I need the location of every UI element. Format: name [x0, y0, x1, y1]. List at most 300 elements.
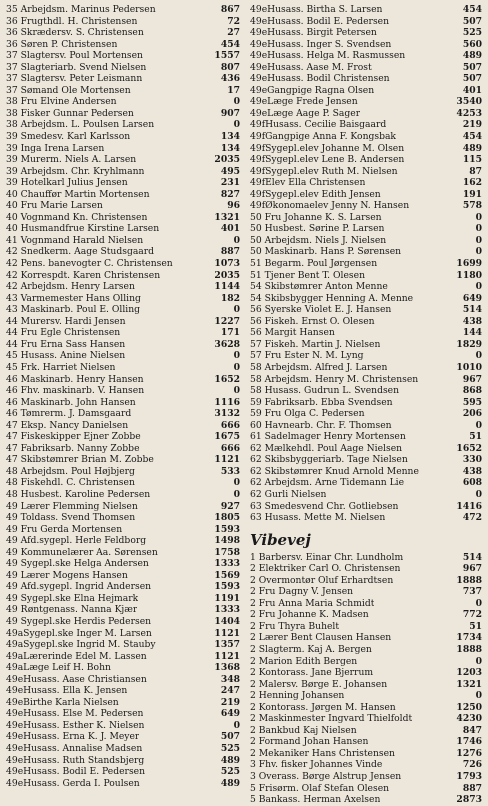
list-item: [250, 575, 482, 587]
entry-value: 514: [462, 551, 482, 563]
entry-text: 56 Margit Hansen: [250, 327, 335, 339]
entry-text: 5 Bankass. Herman Axelsen: [250, 794, 381, 806]
entry-text: 2 Fru Dagny V. Jensen: [250, 586, 354, 598]
entry-text: 49fØkonomaelev Jenny N. Hansen: [250, 200, 410, 212]
entry-text: 49eHusass. Ruth Standsbjerg: [6, 754, 145, 766]
entry-value: 247: [220, 685, 240, 697]
entry-text: 56 Syerske Violet E. J. Hansen: [250, 304, 392, 316]
entry-text: 38 Fisker Gunnar Pedersen: [6, 107, 134, 119]
entry-text: 49 Afd.sygepl. Ingrid Andersen: [6, 581, 152, 593]
list-item: [250, 281, 482, 293]
entry-text: 44 Fru Egle Christensen: [6, 327, 121, 339]
entry-text: 49 Lærer Flemming Nielsen: [6, 500, 138, 512]
entry-value: 1675: [214, 431, 240, 443]
entry-text: 2 Fru Thyra Buhelt: [250, 620, 340, 632]
entry-value: 1180: [456, 269, 482, 281]
entry-value: 1652: [214, 373, 240, 385]
entry-value: 887: [220, 246, 240, 258]
entry-text: 49 Sygepl.ske Herdis Pedersen: [6, 615, 152, 627]
entry-text: 2 Maskinmester Ingvard Thielfoldt: [250, 713, 413, 725]
entry-text: 62 Gurli Nielsen: [250, 488, 327, 500]
entry-value: 1191: [214, 592, 240, 604]
entry-value: 737: [462, 586, 482, 598]
list-item: [250, 223, 482, 235]
list-item: [6, 489, 240, 501]
list-item: [6, 96, 240, 108]
entry-text: 40 Chauffør Martin Mortensen: [6, 188, 150, 200]
entry-text: 40 Fru Marie Larsen: [6, 200, 103, 212]
entry-value: 1321: [214, 211, 240, 223]
entry-text: 49 Sygepl.ske Elna Hejmark: [6, 592, 139, 604]
list-item: [250, 408, 482, 420]
entry-value: 1203: [456, 667, 482, 679]
list-item: [250, 586, 482, 598]
list-item: [6, 593, 240, 605]
entry-text: 49fGangpige Anna F. Kongsbak: [250, 131, 397, 143]
entry-text: 2 Henning Johansen: [250, 690, 345, 702]
entry-value: 0: [475, 246, 482, 258]
entry-text: 49fElev Ella Christensen: [250, 177, 366, 189]
entry-value: 0: [233, 385, 240, 397]
entry-text: 56 Fiskeh. Ernst O. Olesen: [250, 315, 375, 327]
list-item: [6, 674, 240, 686]
entry-text: 36 Frugthdl. H. Christensen: [6, 15, 138, 27]
entry-value: 0: [233, 350, 240, 362]
entry-value: 171: [220, 327, 240, 339]
list-item: [6, 558, 240, 570]
entry-value: 1498: [214, 535, 240, 547]
list-item: [6, 293, 240, 305]
entry-text: 37 Slagtersv. Poul Mortensen: [6, 50, 143, 62]
entry-text: 45 Frk. Harriet Nielsen: [6, 361, 116, 373]
entry-text: 42 Pens. banevogter C. Christensen: [6, 258, 173, 270]
list-item: [6, 651, 240, 663]
list-item: [250, 39, 482, 51]
list-item: [6, 235, 240, 247]
entry-value: 1404: [214, 615, 240, 627]
list-item: [250, 304, 482, 316]
list-item: [6, 466, 240, 478]
right-column: [250, 4, 482, 806]
entry-value: 1121: [214, 454, 240, 466]
entry-text: 36 Søren P. Christensen: [6, 38, 118, 50]
list-item: [250, 690, 482, 702]
list-item: [6, 512, 240, 524]
entry-value: 4253: [456, 107, 482, 119]
list-item: [250, 420, 482, 432]
entry-value: 1144: [214, 281, 240, 293]
entry-value: 495: [220, 165, 240, 177]
list-item: [6, 685, 240, 697]
entry-value: 1758: [214, 546, 240, 558]
list-item: [6, 131, 240, 143]
list-item: [6, 270, 240, 282]
entry-text: 49aSygepl.ske Ingrid M. Stauby: [6, 639, 156, 651]
entry-text: 62 Skibstømrer Knud Arnold Menne: [250, 465, 419, 477]
entry-text: 35 Arbejdsm. Marinus Pedersen: [6, 4, 156, 15]
entry-value: 1746: [456, 736, 482, 748]
list-item: [250, 454, 482, 466]
entry-value: 608: [462, 477, 482, 489]
entry-value: 507: [220, 731, 240, 743]
entry-text: 2 Kontorass. Jane Bjerrum: [250, 667, 374, 679]
list-item: [250, 771, 482, 783]
entry-text: 63 Smedesvend Chr. Gotliebsen: [250, 500, 399, 512]
entry-value: 489: [462, 142, 482, 154]
list-item: [250, 656, 482, 668]
list-item: [6, 327, 240, 339]
list-item: [250, 119, 482, 131]
entry-value: 231: [220, 177, 240, 189]
entry-value: 0: [233, 96, 240, 108]
entry-value: 1227: [214, 315, 240, 327]
list-item: [6, 616, 240, 628]
entry-text: 39 Hotelkarl Julius Jensen: [6, 177, 128, 189]
entry-value: 134: [220, 131, 240, 143]
list-item: [6, 16, 240, 28]
entry-value: 87: [469, 165, 482, 177]
entry-value: 0: [475, 419, 482, 431]
entry-text: 42 Korrespdt. Karen Christensen: [6, 269, 161, 281]
list-item: [250, 73, 482, 85]
entry-value: 1805: [214, 512, 240, 524]
entry-text: 46 Maskinarb. Henry Hansen: [6, 373, 144, 385]
list-item: [6, 4, 240, 16]
entry-text: 2 Marion Edith Bergen: [250, 655, 358, 667]
list-item: [250, 154, 482, 166]
entry-text: 49eGangpige Ragna Olsen: [250, 84, 375, 96]
list-item: [6, 50, 240, 62]
entry-value: 51: [469, 431, 482, 443]
list-item: [250, 270, 482, 282]
list-item: [250, 189, 482, 201]
entry-value: 206: [462, 408, 482, 420]
entry-text: 47 Skibstømrer Brian M. Zobbe: [6, 454, 154, 466]
list-item: [6, 281, 240, 293]
list-item: [6, 581, 240, 593]
entry-value: 1116: [214, 396, 240, 408]
entry-text: 49eLæge Frede Jensen: [250, 96, 358, 108]
entry-text: 2 Bankbud Kaj Nielsen: [250, 724, 357, 736]
list-item: [6, 766, 240, 778]
entry-text: 47 Fiskeskipper Ejner Zobbe: [6, 431, 141, 443]
list-item: [250, 27, 482, 39]
entry-text: 42 Arbejdsm. Henry Larsen: [6, 281, 135, 293]
list-item: [6, 119, 240, 131]
entry-text: 44 Fru Erna Sass Hansen: [6, 338, 126, 350]
entry-text: 47 Eksp. Nancy Danielsen: [6, 419, 129, 431]
entry-value: 191: [462, 188, 482, 200]
entry-text: 37 Slagteriarb. Svend Nielsen: [6, 61, 147, 73]
entry-value: 72: [227, 15, 240, 27]
list-item: [6, 535, 240, 547]
list-item: [6, 662, 240, 674]
entry-text: 3 Fhv. fisker Johannes Vinde: [250, 759, 383, 771]
entry-value: 0: [475, 234, 482, 246]
entry-text: 45 Husass. Anine Nielsen: [6, 350, 126, 362]
list-item: [250, 644, 482, 656]
entry-text: 38 Fru Elvine Andersen: [6, 96, 117, 108]
list-item: [6, 339, 240, 351]
entry-text: 49eHusass. Aase M. Frost: [250, 61, 372, 73]
list-item: [6, 755, 240, 767]
entry-value: 1276: [456, 747, 482, 759]
list-item: [6, 166, 240, 178]
entry-value: 1121: [214, 627, 240, 639]
list-item: [6, 547, 240, 559]
entry-text: 48 Arbejdsm. Poul Højbjerg: [6, 465, 135, 477]
list-item: [6, 420, 240, 432]
entry-value: 454: [220, 38, 240, 50]
entry-value: 162: [462, 177, 482, 189]
entry-value: 847: [462, 724, 482, 736]
list-item: [250, 748, 482, 760]
entry-text: 49 Afd.sygepl. Herle Feldborg: [6, 535, 147, 547]
entry-text: 49eHusass. Inger S. Svendsen: [250, 38, 392, 50]
entry-text: 62 Skibsbyggeriarb. Tage Nielsen: [250, 454, 408, 466]
list-item: [6, 778, 240, 790]
entry-value: 0: [233, 234, 240, 246]
entry-value: 0: [475, 223, 482, 235]
entry-value: 967: [462, 563, 482, 575]
list-item: [6, 73, 240, 85]
list-item: [250, 327, 482, 339]
entry-text: 5 Frisørm. Olaf Stefan Olesen: [250, 782, 390, 794]
entry-value: 489: [220, 777, 240, 789]
entry-text: 43 Maskinarb. Poul E. Olling: [6, 304, 141, 316]
entry-value: 1321: [456, 678, 482, 690]
entry-value: 2035: [214, 269, 240, 281]
entry-value: 595: [462, 396, 482, 408]
entry-value: 219: [220, 696, 240, 708]
list-item: [6, 524, 240, 536]
list-item: [250, 16, 482, 28]
entry-text: 43 Varmemester Hans Olling: [6, 292, 141, 304]
entry-text: 49aLæge Leif H. Bohn: [6, 662, 111, 674]
list-item: [6, 154, 240, 166]
entry-text: 39 Smedesv. Karl Karlsson: [6, 131, 131, 143]
entry-value: 1368: [214, 662, 240, 674]
entry-value: 4230: [456, 713, 482, 725]
entry-text: 39 Arbejdsm. Chr. Kryhlmann: [6, 165, 145, 177]
list-item: [6, 177, 240, 189]
list-item: [6, 628, 240, 640]
list-item: [250, 177, 482, 189]
entry-value: 1734: [456, 632, 482, 644]
entry-text: 2 Kontorass. Jørgen M. Hansen: [250, 701, 396, 713]
entry-value: 96: [227, 200, 240, 212]
entry-value: 0: [475, 281, 482, 293]
entry-value: 807: [220, 61, 240, 73]
entry-value: 726: [462, 759, 482, 771]
list-item: [250, 50, 482, 62]
list-item: [250, 293, 482, 305]
list-item: [6, 604, 240, 616]
entry-text: 54 Skibstømrer Anton Menne: [250, 281, 388, 293]
entry-text: 49eHusass. Gerda I. Poulsen: [6, 777, 140, 789]
entry-value: 1357: [214, 639, 240, 651]
entry-value: 560: [462, 38, 482, 50]
entry-value: 3132: [214, 408, 240, 420]
entry-text: 60 Havnearb. Chr. F. Thomsen: [250, 419, 392, 431]
entry-value: 134: [220, 142, 240, 154]
entry-value: 1699: [456, 258, 482, 270]
list-item: [6, 443, 240, 455]
list-item: [6, 743, 240, 755]
entry-text: 49 Kommunelærer Aa. Sørensen: [6, 546, 158, 558]
entry-text: 46 Fhv. maskinarb. V. Hansen: [6, 385, 145, 397]
entry-value: 772: [462, 609, 482, 621]
entry-value: 330: [462, 454, 482, 466]
list-item: [250, 679, 482, 691]
entry-value: 507: [462, 61, 482, 73]
entry-value: 1250: [456, 701, 482, 713]
entry-value: 0: [233, 488, 240, 500]
entry-value: 1793: [456, 771, 482, 782]
entry-value: 1333: [214, 558, 240, 570]
list-item: [250, 466, 482, 478]
entry-text: 49eHusass. Bodil E. Pedersen: [6, 766, 146, 778]
list-item: [6, 731, 240, 743]
entry-value: 1652: [456, 442, 482, 454]
entry-text: 57 Fiskeh. Martin J. Nielsen: [250, 338, 381, 350]
entry-text: 2 Formand Johan Hansen: [250, 736, 369, 748]
entry-value: 649: [462, 292, 482, 304]
list-item: [6, 454, 240, 466]
list-item: [6, 316, 240, 328]
entry-value: 525: [462, 27, 482, 39]
entry-text: 46 Maskinarb. John Hansen: [6, 396, 136, 408]
list-item: [6, 708, 240, 720]
list-item: [250, 143, 482, 155]
entry-value: 1569: [214, 569, 240, 581]
entry-value: 436: [220, 73, 240, 85]
section-list: [250, 552, 482, 806]
entry-value: 401: [220, 223, 240, 235]
list-item: [6, 39, 240, 51]
entry-value: 3540: [456, 96, 482, 108]
entry-text: 40 Husmandfrue Kirstine Larsen: [6, 223, 160, 235]
entry-text: 49fHusass. Cecilie Baisgaard: [250, 119, 387, 131]
entry-value: 666: [220, 442, 240, 454]
entry-text: 49eHusass. Esther K. Nielsen: [6, 719, 145, 731]
entry-text: 48 Fiskehdl. C. Christensen: [6, 477, 135, 489]
list-item: [6, 27, 240, 39]
entry-text: 62 Arbejdsm. Arne Tidemann Lie: [250, 477, 405, 489]
entry-value: 507: [462, 15, 482, 27]
entry-text: 62 Mælkehdl. Poul Aage Nielsen: [250, 442, 403, 454]
list-item: [6, 374, 240, 386]
entry-text: 49eBirthe Karla Nielsen: [6, 696, 119, 708]
list-item: [250, 350, 482, 362]
entry-value: 1416: [456, 500, 482, 512]
list-item: [250, 713, 482, 725]
entry-value: 1593: [214, 581, 240, 593]
list-item: [250, 621, 482, 633]
entry-text: 49 Toldass. Svend Thomsen: [6, 512, 136, 524]
list-item: [250, 489, 482, 501]
list-item: [6, 212, 240, 224]
entry-value: 867: [220, 4, 240, 15]
list-item: [6, 200, 240, 212]
list-item: [250, 212, 482, 224]
entry-text: 51 Begarm. Poul Jørgensen: [250, 258, 378, 270]
list-item: [6, 639, 240, 651]
list-item: [250, 362, 482, 374]
entry-text: 44 Murersv. Hardi Jensen: [6, 315, 126, 327]
list-item: [250, 759, 482, 771]
entry-text: 49eHusass. Birtha S. Larsen: [250, 4, 383, 15]
entry-value: 1121: [214, 650, 240, 662]
entry-value: 51: [469, 620, 482, 632]
entry-value: 489: [220, 754, 240, 766]
entry-text: 54 Skibsbygger Henning A. Menne: [250, 292, 414, 304]
list-item: [250, 725, 482, 737]
right-list: [250, 4, 482, 524]
list-item: [250, 609, 482, 621]
left-column: [6, 4, 240, 789]
entry-value: 1557: [214, 50, 240, 62]
entry-text: 59 Fru Olga C. Pedersen: [250, 408, 365, 420]
entry-text: 37 Slagtersv. Peter Leismann: [6, 73, 143, 85]
entry-value: 1593: [214, 523, 240, 535]
entry-text: 3 Overass. Børge Alstrup Jensen: [250, 771, 402, 782]
entry-text: 49fSygepl.elev Johanne M. Olsen: [250, 142, 405, 154]
entry-text: 50 Fru Johanne K. S. Larsen: [250, 211, 382, 223]
entry-value: 1888: [456, 643, 482, 655]
list-item: [250, 62, 482, 74]
entry-text: 63 Husass. Mette M. Nielsen: [250, 512, 386, 524]
entry-text: 39 Murerm. Niels A. Larsen: [6, 154, 137, 166]
entry-value: 0: [475, 690, 482, 702]
list-item: [6, 258, 240, 270]
entry-text: 46 Tømrerm. J. Damsgaard: [6, 408, 132, 420]
entry-text: 58 Husass. Gudrun L. Svendsen: [250, 385, 400, 397]
entry-value: 2873: [456, 794, 482, 806]
entry-value: 0: [233, 477, 240, 489]
list-item: [250, 374, 482, 386]
entry-value: 578: [462, 200, 482, 212]
list-item: [250, 563, 482, 575]
entry-text: 50 Maskinarb. Hans P. Sørensen: [250, 246, 402, 258]
entry-text: 49eHusass. Birgit Petersen: [250, 27, 377, 39]
list-item: [250, 4, 482, 16]
list-item: [6, 246, 240, 258]
list-item: [250, 736, 482, 748]
entry-value: 0: [233, 719, 240, 731]
entry-text: 49eHusass. Ella K. Jensen: [6, 685, 128, 697]
list-item: [250, 443, 482, 455]
entry-text: 2 Fru Anna Maria Schmidt: [250, 597, 375, 609]
entry-value: 868: [462, 385, 482, 397]
list-item: [250, 166, 482, 178]
entry-value: 525: [220, 743, 240, 754]
list-item: [6, 62, 240, 74]
entry-text: 39 Inga Irena Larsen: [6, 142, 105, 154]
list-item: [6, 143, 240, 155]
list-item: [250, 246, 482, 258]
entry-value: 219: [462, 119, 482, 131]
entry-text: 2 Elektriker Carl O. Christensen: [250, 563, 401, 575]
list-item: [250, 702, 482, 714]
entry-value: 438: [462, 465, 482, 477]
list-item: [6, 223, 240, 235]
entry-value: 0: [475, 597, 482, 609]
list-item: [250, 552, 482, 564]
entry-text: 2 Slagterm. Kaj A. Bergen: [250, 643, 372, 655]
list-item: [250, 108, 482, 120]
entry-text: 49fSygepl.elev Edith Jensen: [250, 188, 381, 200]
